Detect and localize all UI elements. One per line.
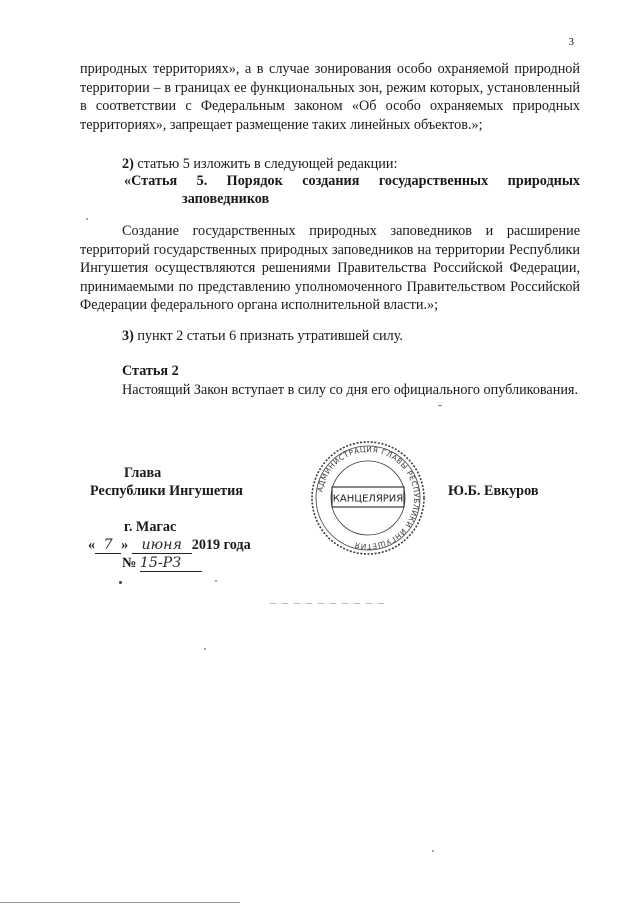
item-3-number: 3) [122,328,134,344]
law-number-line [122,555,202,572]
scan-speck [215,580,217,582]
article-5-body [80,222,580,315]
law-number-value: 15-РЗ [140,555,202,572]
official-stamp [308,438,428,558]
stamp-ring-text: АДМИНИСТРАЦИЯ ГЛАВЫ РЕСПУБЛИКИ ИНГУШЕТИЯ [315,444,422,552]
date-day: 7 [95,537,121,554]
article-2 [80,362,580,399]
article-5-heading-line2: заповедников [182,191,270,207]
article-5-heading [124,172,580,208]
date-line [88,537,251,554]
article-2-title: Статья 2 [122,363,179,379]
date-open-quote: « [88,537,96,553]
place: г. Магас [124,519,177,535]
date-close-quote: » [121,537,129,553]
scan-speck [432,850,434,852]
signatory-title-line2: Республики Ингушетия [90,483,243,499]
continuation-text [80,60,580,134]
signatory-name: Ю.Б. Евкуров [448,483,539,499]
item-3-text: пункт 2 статьи 6 признать утратившей силу. [133,328,403,344]
article-2-text: Настоящий Закон вступает в силу со дня его официального опубликования. [122,381,578,398]
stamp-center-text: КАНЦЕЛЯРИЯ [332,493,404,505]
item-2-number: 2) [122,156,134,172]
date-month: июня [132,537,192,554]
signatory-title-line1: Глава [124,465,162,481]
date-year: 2019 года [191,537,251,553]
continuation-paragraph: природных территориях», а в случае зонирования особо охраняемой природной территории – в границах ее функциональных зон, режим которых, установленный в соответствии с Федеральным законом «Об особо охраняемых природных территориях», запрещает размещение таких линейных объектов.»; [80,61,580,133]
scan-edge-line [0,902,240,903]
scan-speck [119,581,122,584]
article-5-paragraph: Создание государственных природных заповедников и расширение территорий государственных природных заповедников на территории Республики Ингушетия осуществляются решениями Правительства Российской Федерации, принимаемыми по представлению уполномоченного Правительством Российской Федерации федерального органа исполнительной власти.»; [80,223,580,314]
scan-speck [204,648,206,650]
item-3 [80,327,580,346]
article-5-heading-line1: «Статья 5. Порядок создания государственных природных [124,173,580,189]
page-number: 3 [568,36,574,48]
scan-speck [86,218,88,220]
item-2 [80,155,580,174]
scan-speck [438,405,442,406]
law-number-prefix: № [122,555,137,571]
scan-dash [270,603,390,604]
item-2-text: статью 5 изложить в следующей редакции: [133,156,398,172]
